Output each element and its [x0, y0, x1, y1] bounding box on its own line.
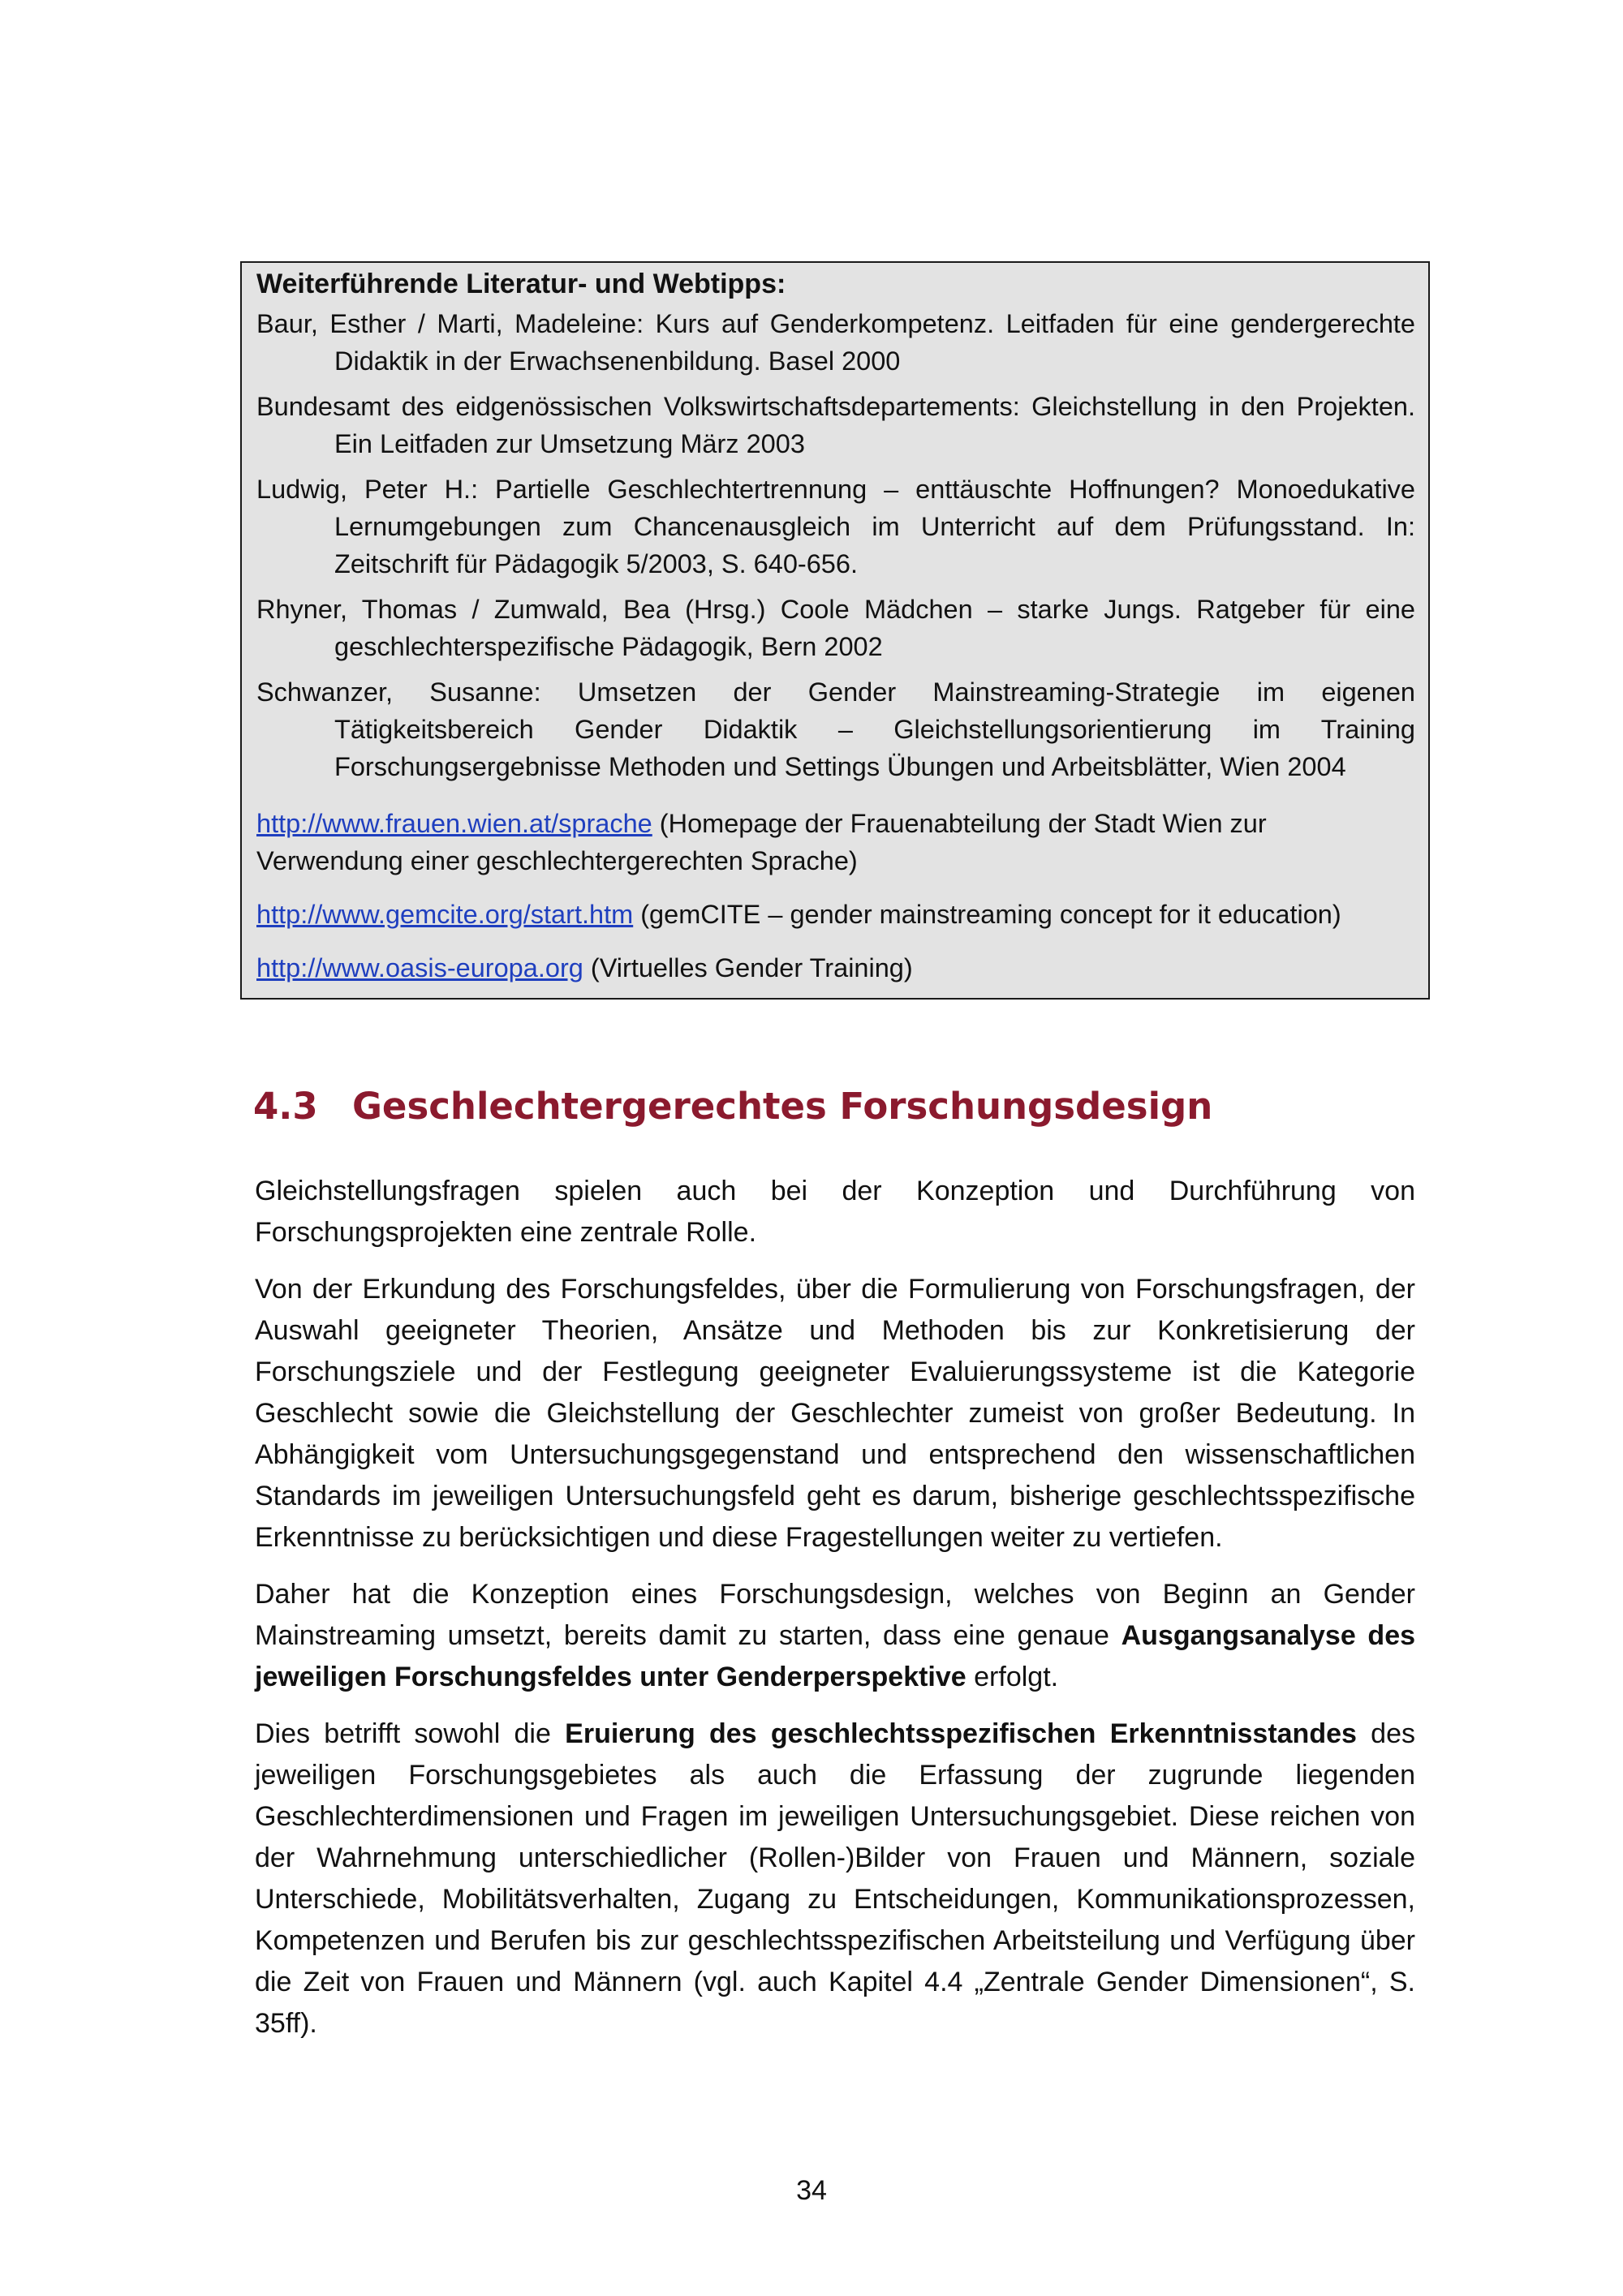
web-tip	[256, 896, 1415, 933]
web-tip	[256, 805, 1415, 879]
web-tip-link[interactable]: http://www.frauen.wien.at/sprache	[256, 809, 652, 838]
web-tip-link[interactable]: http://www.oasis-europa.org	[256, 953, 583, 982]
web-tip-description: (Virtuelles Gender Training)	[583, 953, 913, 982]
literature-box-title: Weiterführende Literatur- und Webtipps:	[256, 269, 786, 299]
paragraph-emphasis: Ausgangsanalyse des jeweiligen Forschungsfeldes unter Genderperspektive	[255, 1620, 1416, 1692]
literature-entry: Baur, Esther / Marti, Madeleine: Kurs auf Genderkompetenz. Leitfaden für eine gendergerechte Didaktik in der Erwachsenenbildung. Basel 2000	[256, 309, 1415, 376]
paragraph	[255, 1574, 1415, 1698]
paragraph-emphasis: Eruierung des geschlechtsspezifischen Erkenntnisstandes	[565, 1718, 1357, 1749]
literature-box	[240, 261, 1430, 1000]
section-title: Geschlechtergerechtes Forschungsdesign	[352, 1085, 1213, 1128]
literature-entry: Schwanzer, Susanne: Umsetzen der Gender Mainstreaming-Strategie im eigenen Tätigkeitsbereich Gender Didaktik – Gleichstellungsorientierung im Training Forschungsergebnisse Methoden und Settings Übungen und Arbeitsblätter, Wien 2004	[256, 677, 1415, 781]
web-tip-description: (Homepage der Frauenabteilung der Stadt Wien zur Verwendung einer geschlechtergerechten Sprache)	[256, 809, 1267, 875]
paragraph-text: Dies betrifft sowohl die	[255, 1718, 566, 1749]
web-tip	[256, 949, 1415, 987]
web-tip-link[interactable]: http://www.gemcite.org/start.htm	[256, 900, 634, 929]
literature-entry: Rhyner, Thomas / Zumwald, Bea (Hrsg.) Coole Mädchen – starke Jungs. Ratgeber für eine geschlechterspezifische Pädagogik, Bern 2002	[256, 595, 1415, 661]
web-tip-description: (gemCITE – gender mainstreaming concept for it education)	[633, 900, 1341, 929]
paragraph: Von der Erkundung des Forschungsfeldes, über die Formulierung von Forschungsfragen, der Auswahl geeigneter Theorien, Ansätze und Methoden bis zur Konkretisierung der Forschungsziele und der Festlegung geeigneter Evaluierungssysteme ist die Kategorie Geschlecht sowie die Gleichstellung der Geschlechter zumeist von großer Bedeutung. In Abhängigkeit vom Untersuchungsgegenstand und entsprechend den wissenschaftlichen Standards im jeweiligen Untersuchungsfeld geht es darum, bisherige geschlechtsspezifische Erkenntnisse zu berücksichtigen und diese Fragestellungen weiter zu vertiefen.	[255, 1274, 1415, 1553]
paragraph: Gleichstellungsfragen spielen auch bei der Konzeption und Durchführung von Forschungsprojekten eine zentrale Rolle.	[255, 1176, 1415, 1248]
section-number: 4.3	[253, 1085, 318, 1128]
literature-entry: Bundesamt des eidgenössischen Volkswirtschaftsdepartements: Gleichstellung in den Projekten. Ein Leitfaden zur Umsetzung März 2003	[256, 392, 1415, 458]
paragraph-text: Daher hat die Konzeption eines Forschungsdesign, welches von Beginn an Gender Mainstreaming umsetzt, bereits damit zu starten, dass eine genaue	[255, 1579, 1415, 1651]
page-number: 34	[796, 2175, 827, 2206]
body-text	[255, 1171, 1415, 2060]
section-heading	[253, 1082, 1212, 1131]
paragraph-text: erfolgt.	[966, 1662, 1059, 1692]
paragraph	[255, 1713, 1415, 2044]
paragraph-text: des jeweiligen Forschungsgebietes als auch die Erfassung der zugrunde liegenden Geschlechterdimensionen und Fragen im jeweiligen Untersuchungsgebiet. Diese reichen von der Wahrnehmung unterschiedlicher (Rollen-)Bilder von Frauen und Männern, soziale Unterschiede, Mobilitätsverhalten, Zugang zu Entscheidungen, Kommunikationsprozessen, Kompetenzen und Berufen bis zur geschlechtsspezifischen Arbeitsteilung und Verfügung über die Zeit von Frauen und Männern (vgl. auch Kapitel 4.4 „Zentrale Gender Dimensionen“, S. 35ff).	[255, 1718, 1416, 2039]
literature-entry: Ludwig, Peter H.: Partielle Geschlechtertrennung – enttäuschte Hoffnungen? Monoedukative Lernumgebungen zum Chancenausgleich im Unterricht auf dem Prüfungsstand. In: Zeitschrift für Pädagogik 5/2003, S. 640-656.	[256, 475, 1415, 578]
